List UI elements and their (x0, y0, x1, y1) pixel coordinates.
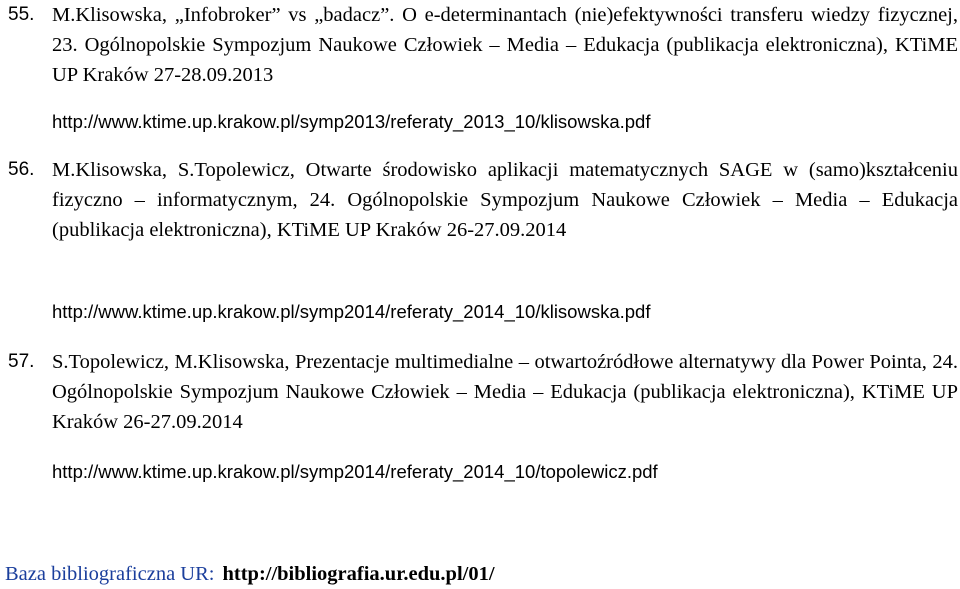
entry-citation: S.Topolewicz, M.Klisowska, Prezentacje multimedialne – otwartoźródłowe alternatywy dla Power Pointa, 24. Ogólnopolskie Sympozjum Naukowe Człowiek – Media – Edukacja (publikacja elektroniczna), KTiME UP Kraków 26-27.09.2014 (52, 351, 958, 433)
entry-citation: M.Klisowska, „Infobroker” vs „badacz”. O e-determinantach (nie)efektywności transferu wiedzy fizycznej, 23. Ogólnopolskie Sympozjum Naukowe Człowiek – Media – Edukacja (publikacja elektroniczna), KTiME UP Kraków 27-28.09.2013 (52, 4, 958, 86)
entry-url[interactable]: http://www.ktime.up.krakow.pl/symp2013/referaty_2013_10/klisowska.pdf (52, 111, 651, 132)
entry-number: 56. (8, 159, 35, 180)
entry-number: 57. (8, 351, 35, 372)
footer-link[interactable]: http://bibliografia.ur.edu.pl/01/ (222, 563, 495, 585)
entry-citation: M.Klisowska, S.Topolewicz, Otwarte środowisko aplikacji matematycznych SAGE w (samo)kształceniu fizyczno – informatycznym, 24. Ogólnopolskie Sympozjum Naukowe Człowiek – Media – Edukacja (publikacja elektroniczna), KTiME UP Kraków 26-27.09.2014 (52, 159, 958, 241)
footer (5, 560, 495, 588)
footer-label: Baza bibliograficzna UR: (5, 563, 215, 585)
entry-number: 55. (8, 4, 35, 25)
entry-url[interactable]: http://www.ktime.up.krakow.pl/symp2014/referaty_2014_10/topolewicz.pdf (52, 461, 658, 482)
entry-url[interactable]: http://www.ktime.up.krakow.pl/symp2014/referaty_2014_10/klisowska.pdf (52, 301, 651, 322)
